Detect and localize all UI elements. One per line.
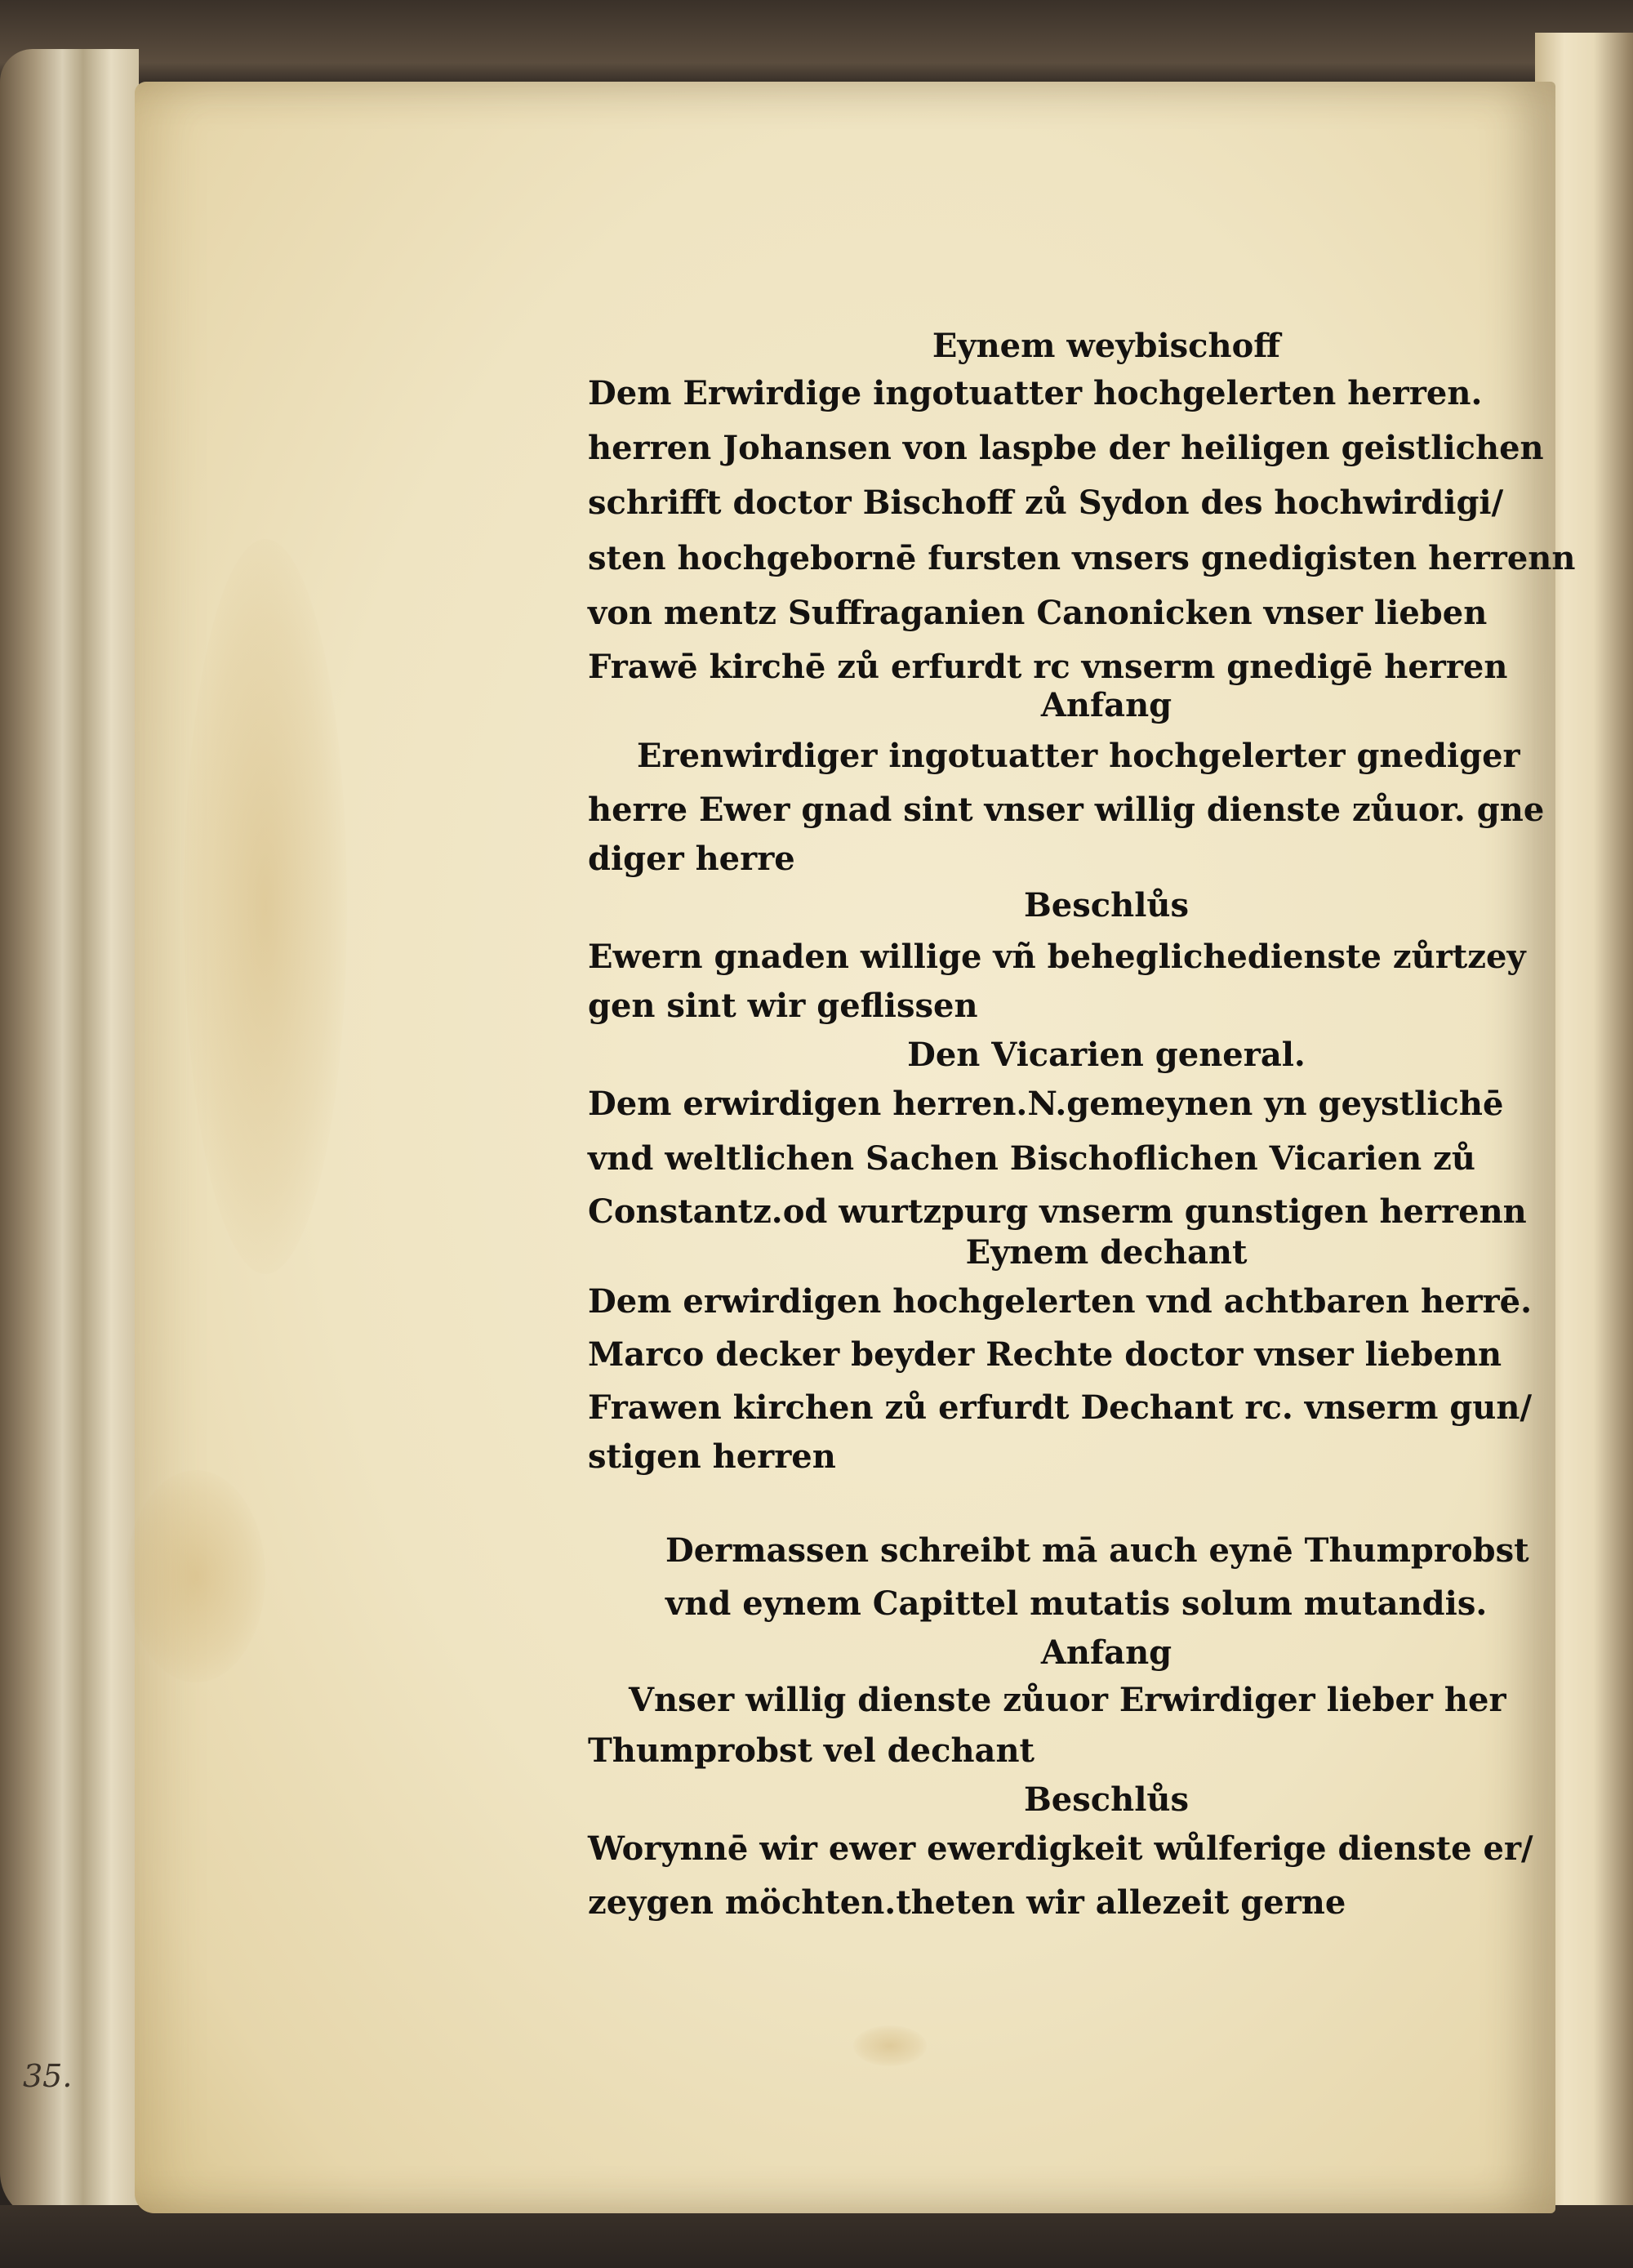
text-line: herre Ewer gnad sint vnser willig dienste zůuor. gne: [588, 791, 1545, 829]
text-line: Worynnē wir ewer ewerdigkeit wůlferige dienste er/: [588, 1829, 1533, 1868]
text-line: diger herre: [588, 840, 795, 878]
text-line: Vnser willig dienste zůuor Erwirdiger lieber her: [629, 1681, 1506, 1719]
heading-anfang: Anfang: [1040, 686, 1172, 724]
text-line: Constantz.od wurtzpurg vnserm gunstigen herrenn: [588, 1192, 1527, 1231]
text-line: vnd eynem Capittel mutatis solum mutandis.: [665, 1584, 1488, 1623]
text-line: herren Johansen von laspbe der heiligen geistlichen: [588, 429, 1544, 467]
folio-number: 35.: [23, 2058, 73, 2094]
text-line: Dem erwirdigen herren.N.gemeynen yn geystlichē: [588, 1085, 1504, 1123]
text-line: zeygen möchten.theten wir allezeit gerne: [588, 1883, 1346, 1922]
water-stain: [127, 1470, 265, 1682]
text-line: gen sint wir geflissen: [588, 987, 978, 1025]
text-line: Thumprobst vel dechant: [588, 1731, 1035, 1770]
text-line: von mentz Suffraganien Canonicken vnser lieben: [588, 594, 1488, 632]
water-stain: [853, 2025, 927, 2066]
book-page: [135, 82, 1576, 2213]
text-line: Marco decker beyder Rechte doctor vnser liebenn: [588, 1335, 1502, 1374]
book-cover-bottom: [0, 2205, 1633, 2268]
text-line: vnd weltlichen Sachen Bischoflichen Vicarien zů: [588, 1139, 1475, 1178]
text-line: Dem Erwirdige ingotuatter hochgelerten herren.: [588, 374, 1483, 412]
water-stain: [184, 539, 347, 1274]
text-line: Dem erwirdigen hochgelerten vnd achtbaren herrē.: [588, 1282, 1532, 1321]
text-line: sten hochgebornē fursten vnsers gnedigisten herrenn: [588, 539, 1576, 577]
heading-beschlus: Beschlůs: [1023, 886, 1189, 925]
heading-eynem-weybischoff: Eynem weybischoff: [932, 327, 1281, 365]
text-line: Erenwirdiger ingotuatter hochgelerter gnediger: [637, 737, 1520, 775]
heading-eynem-dechant: Eynem dechant: [965, 1233, 1248, 1272]
heading-anfang-2: Anfang: [1040, 1633, 1172, 1672]
text-line: stigen herren: [588, 1437, 836, 1476]
heading-vicarien-general: Den Vicarien general.: [907, 1036, 1306, 1074]
text-line: Frawen kirchen zů erfurdt Dechant rc. vnserm gun/: [588, 1388, 1533, 1427]
book-cover-top: [0, 0, 1633, 90]
page-stack-left: [0, 49, 139, 2221]
text-line: Ewern gnaden willige vñ beheglichedienste zůrtzey: [588, 938, 1526, 976]
text-line: Dermassen schreibt mā auch eynē Thumprobst: [665, 1531, 1529, 1570]
heading-beschlus-2: Beschlůs: [1023, 1780, 1189, 1819]
text-line: schrifft doctor Bischoff zů Sydon des hochwirdigi/: [588, 483, 1504, 522]
text-line: Frawē kirchē zů erfurdt rc vnserm gnedigē herren: [588, 648, 1508, 686]
